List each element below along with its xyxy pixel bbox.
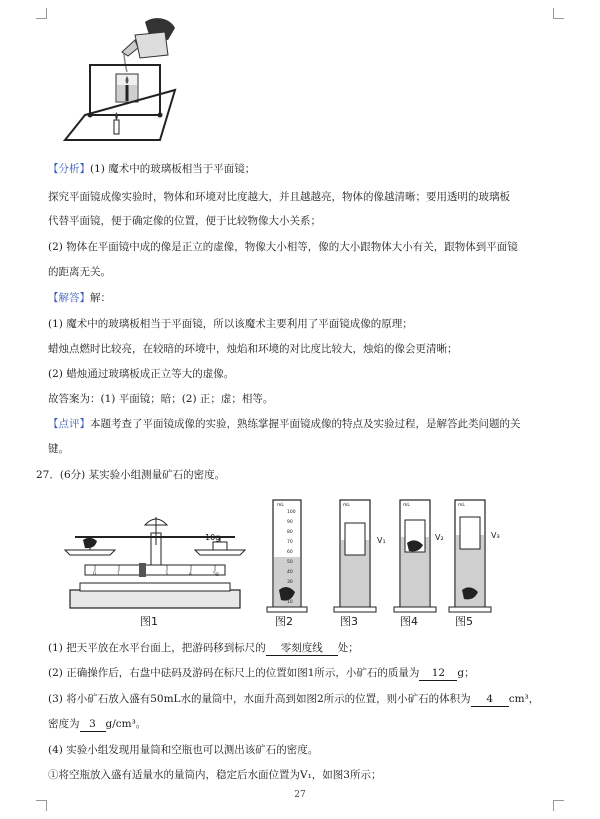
svg-text:100: 100	[287, 510, 296, 515]
analysis-tag: 【分析】	[48, 163, 90, 175]
svg-text:60: 60	[287, 550, 293, 555]
q27-part4: (4) 实验小组发现用量筒和空瓶也可以测出该矿石的密度。	[48, 744, 319, 756]
glass-plate-magic-illustration	[50, 10, 200, 150]
answer-line-3: 蜡烛点燃时比较亮，在较暗的环境中，烛焰和环境的对比度比较大，烛焰的像会更清晰；	[48, 343, 458, 355]
crop-mark-top-right	[553, 8, 564, 19]
svg-text:40: 40	[287, 570, 293, 575]
crop-mark-bottom-right	[553, 800, 564, 811]
q27-part1-post: 处；	[337, 642, 359, 654]
q27-part3-blank: 4	[471, 692, 509, 707]
scale-tick-1: 1	[117, 572, 120, 577]
svg-text:50: 50	[287, 560, 293, 565]
scale-tick-0: 0	[93, 572, 96, 577]
answer-line-2: (1) 魔术中的玻璃板相当于平面镜，所以该魔术主要利用了平面镜成像的原理；	[48, 318, 413, 330]
q27-density-blank: 3	[80, 717, 106, 732]
answer-text-1: 解：	[90, 292, 111, 304]
rider	[139, 563, 146, 577]
q27-part2-pre: (2) 正确操作后，右盘中砝码及游码在标尺上的位置如图1所示，小矿石的质量为	[48, 667, 420, 679]
scale-tick-5: 5g	[213, 572, 219, 577]
weight-label: 10g	[205, 533, 221, 542]
fig4-ml: mL	[403, 503, 410, 508]
svg-text:10: 10	[287, 600, 293, 605]
q27-part3-pre: (3) 将小矿石放入盛有50mL水的量筒中，水面升高到如图2所示的位置，则小矿石的体积为	[48, 693, 471, 705]
cylinder-fig3	[334, 500, 386, 628]
svg-text:20: 20	[287, 590, 293, 595]
analysis-line-3: 代替平面镜，便于确定像的位置，便于比较物像大小关系；	[48, 215, 321, 227]
rock-on-pan	[83, 538, 97, 548]
q27-part3-density	[48, 717, 568, 732]
cylinder-fig5	[449, 500, 500, 628]
q27-part1-blank: 零刻度线	[266, 641, 338, 656]
comment-tag: 【点评】	[48, 418, 90, 430]
svg-text:90: 90	[287, 520, 293, 525]
comment-text-1: 本题考查了平面镜成像的实验，熟练掌握平面镜成像的特点及实验过程，是解答此类问题的关	[90, 418, 521, 430]
answer-tag: 【解答】	[48, 292, 90, 304]
fig3-v1: V₁	[377, 536, 386, 545]
svg-text:30: 30	[287, 580, 293, 585]
balance-and-cylinder-figures	[55, 495, 525, 630]
fig3-ml: mL	[343, 503, 350, 508]
analysis-line-1	[48, 162, 568, 176]
cylinder-fig2	[267, 500, 307, 628]
q27-part3	[48, 692, 568, 707]
analysis-line-4: (2) 物体在平面镜中成的像是正立的虚像，物像大小相等，像的大小跟物体大小有关，跟物体到平面镜	[48, 241, 518, 253]
q27-part2-blank: 12	[419, 666, 457, 681]
svg-text:80: 80	[287, 530, 293, 535]
cylinder-fig4	[394, 500, 444, 628]
crop-mark-top-left	[36, 8, 47, 19]
balance-figure	[65, 517, 245, 628]
comment-line-2: 键。	[48, 443, 69, 455]
scale-tick-3: 3	[165, 572, 168, 577]
q27-part1-pre: (1) 把天平放在水平台面上，把游码移到标尺的	[48, 642, 266, 654]
fig5-ml: mL	[458, 503, 465, 508]
analysis-line-2: 探究平面镜成像实验时，物体和环境对比度越大，并且越越亮，物体的像越清晰；要用透明的玻璃板	[48, 191, 510, 203]
comment-line-1	[48, 417, 568, 431]
q27-density-post: g/cm³。	[105, 718, 147, 730]
fig3-label: 图3	[340, 615, 358, 628]
svg-text:70: 70	[287, 540, 293, 545]
weight-10g	[213, 542, 227, 550]
q27-part2	[48, 666, 568, 681]
q27-part1	[48, 641, 568, 656]
question-27-title: 27．(6分) 某实验小组测量矿石的密度。	[36, 469, 226, 481]
q27-density-pre: 密度为	[48, 718, 80, 730]
fig1-label: 图1	[140, 615, 158, 628]
fig2-label: 图2	[275, 615, 293, 628]
scale-tick-4: 4	[189, 572, 192, 577]
fig4-label: 图4	[400, 615, 418, 628]
analysis-line-5: 的距离无关。	[48, 266, 111, 278]
fig2-ml: mL	[277, 503, 284, 508]
q27-part4-step1: ①将空瓶放入盛有适量水的量筒内，稳定后水面位置为V₁，如图3所示；	[48, 769, 382, 781]
q27-part3-post: cm³，	[508, 693, 540, 705]
answer-line-5: 故答案为：(1) 平面镜；暗；(2) 正；虚；相等。	[48, 393, 274, 405]
fig5-v3: V₃	[491, 531, 500, 540]
answer-line-1	[48, 291, 568, 305]
fig4-v2: V₂	[435, 533, 444, 542]
page-number: 27	[294, 790, 306, 800]
fig5-label: 图5	[455, 615, 473, 628]
crop-mark-bottom-left	[36, 800, 47, 811]
analysis-text-1: (1) 魔术中的玻璃板相当于平面镜；	[90, 163, 256, 175]
answer-line-4: (2) 蜡烛通过玻璃板成正立等大的虚像。	[48, 368, 235, 380]
q27-part2-post: g；	[457, 667, 475, 679]
